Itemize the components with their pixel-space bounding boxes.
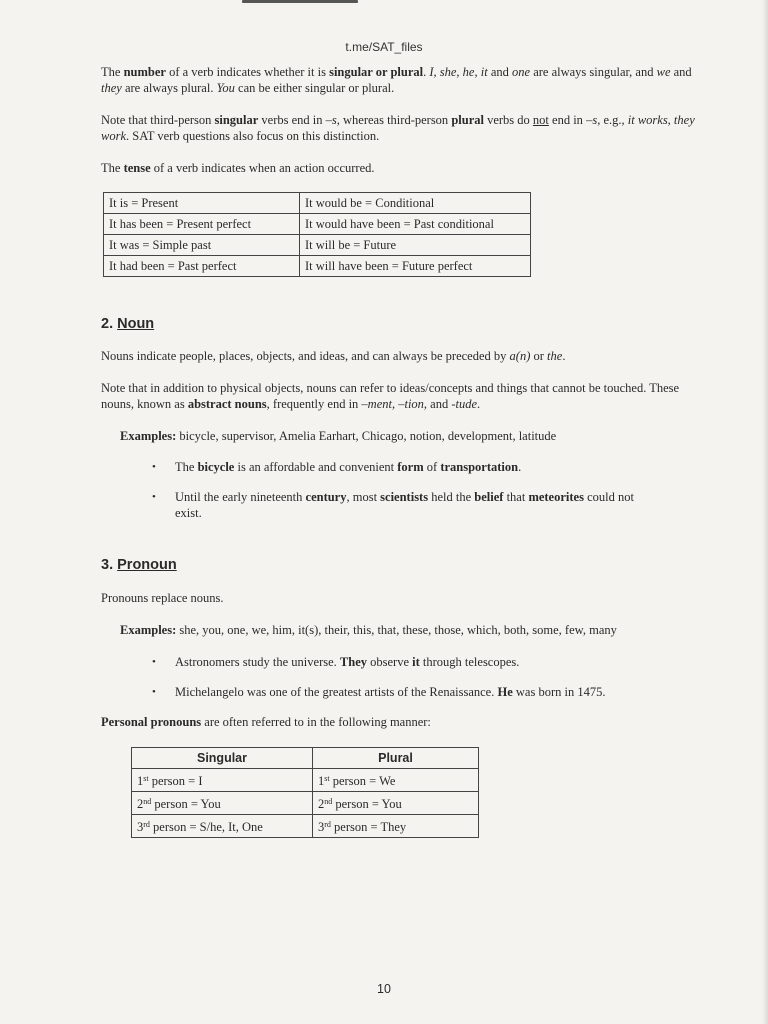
- table-cell: It was = Simple past: [104, 235, 300, 256]
- verb-number-paragraph: The number of a verb indicates whether it is singular or plural. I, she, he, it and one are always singular, and we and they are always plural. You can be either singular or plural.: [101, 65, 692, 95]
- pronoun-example-bullet-2: Michelangelo was one of the greatest artists of the Renaissance. He was born in 1475.: [175, 685, 606, 699]
- table-cell: It will be = Future: [300, 235, 531, 256]
- watermark: t.me/SAT_files: [345, 40, 423, 54]
- tense-table: [103, 192, 531, 277]
- page-edge-shadow: [762, 0, 768, 1024]
- table-cell: It would have been = Past conditional: [300, 214, 531, 235]
- pronoun-example-bullet-1: Astronomers study the universe. They observe it through telescopes.: [175, 655, 520, 669]
- table-cell: It had been = Past perfect: [104, 256, 300, 277]
- table-cell: 1st person = I: [132, 769, 313, 792]
- table-cell: It will have been = Future perfect: [300, 256, 531, 277]
- table-row: [132, 769, 479, 792]
- noun-definition-paragraph: Nouns indicate people, places, objects, and ideas, and can always be preceded by a(n) or the.: [101, 349, 566, 363]
- pronoun-definition-paragraph: Pronouns replace nouns.: [101, 591, 224, 605]
- table-row: [104, 193, 531, 214]
- column-header-plural: Plural: [313, 748, 479, 769]
- table-header-row: [132, 748, 479, 769]
- noun-heading: 2. Noun: [101, 316, 155, 332]
- bullet-icon: •: [152, 686, 156, 698]
- table-cell: It is = Present: [104, 193, 300, 214]
- verb-person-paragraph: Note that third-person singular verbs end in –s, whereas third-person plural verbs do not end in –s, e.g., it works, they work. SAT verb questions also focus on this distinction.: [101, 113, 695, 143]
- personal-pronouns-paragraph: Personal pronouns are often referred to in the following manner:: [101, 715, 431, 729]
- verb-tense-paragraph: The tense of a verb indicates when an action occurred.: [101, 161, 375, 175]
- table-row: [104, 235, 531, 256]
- table-row: [104, 256, 531, 277]
- column-header-singular: Singular: [132, 748, 313, 769]
- noun-example-bullet-2: Until the early nineteenth century, most scientists held the belief that meteorites could not exist.: [175, 490, 634, 520]
- top-decorative-rule: [242, 0, 358, 3]
- table-cell: 1st person = We: [313, 769, 479, 792]
- table-cell: 3rd person = S/he, It, One: [132, 815, 313, 838]
- abstract-noun-paragraph: Note that in addition to physical objects, nouns can refer to ideas/concepts and things that cannot be touched. These nouns, known as abstract nouns, frequently end in –ment, –tion, and -tude.: [101, 381, 680, 411]
- pronoun-examples: Examples: she, you, one, we, him, it(s), their, this, that, these, those, which, both, some, few, many: [120, 623, 617, 637]
- bullet-icon: •: [152, 656, 156, 668]
- table-cell: 3rd person = They: [313, 815, 479, 838]
- bullet-icon: •: [152, 491, 156, 503]
- noun-examples: Examples: bicycle, supervisor, Amelia Earhart, Chicago, notion, development, latitude: [120, 429, 557, 443]
- page-number: 10: [377, 982, 391, 996]
- pronoun-heading: 3. Pronoun: [101, 557, 177, 573]
- table-cell: It has been = Present perfect: [104, 214, 300, 235]
- table-cell: 2nd person = You: [132, 792, 313, 815]
- personal-pronoun-table: [131, 747, 479, 838]
- noun-example-bullet-1: The bicycle is an affordable and convenient form of transportation.: [175, 460, 522, 474]
- table-cell: It would be = Conditional: [300, 193, 531, 214]
- table-row: [132, 792, 479, 815]
- table-row: [132, 815, 479, 838]
- table-row: [104, 214, 531, 235]
- table-cell: 2nd person = You: [313, 792, 479, 815]
- bullet-icon: •: [152, 461, 156, 473]
